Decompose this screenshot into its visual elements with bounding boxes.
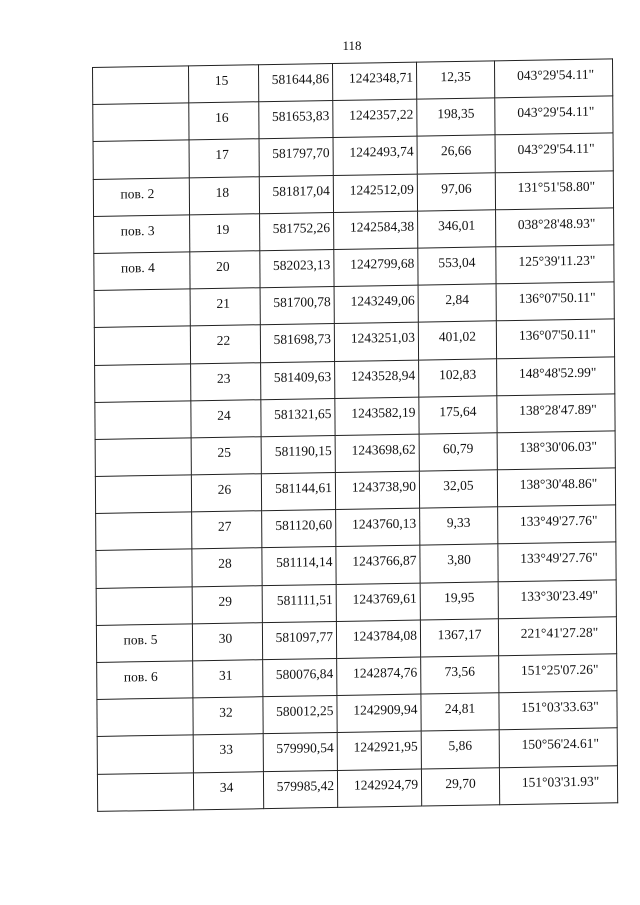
y-coordinate-cell-text: 1242921,95 [353, 738, 418, 756]
azimuth-cell-text: 043°29'54.11" [517, 66, 595, 83]
azimuth-cell-text: 133°49'27.76" [520, 550, 598, 567]
x-coordinate-cell-text: 581698,73 [273, 331, 331, 348]
azimuth-cell [498, 617, 616, 656]
azimuth-cell [498, 542, 616, 581]
coordinates-table [92, 58, 618, 811]
x-coordinate-cell-text: 581111,51 [276, 591, 333, 608]
y-coordinate-cell [334, 322, 418, 361]
distance-cell [420, 507, 498, 545]
distance-cell [420, 544, 498, 582]
turn-label-cell-text [97, 587, 192, 596]
azimuth-cell [499, 728, 617, 767]
point-number-cell-text: 24 [217, 407, 231, 423]
distance-cell [417, 98, 495, 136]
point-number-cell-text: 21 [216, 295, 230, 312]
x-coordinate-cell [263, 696, 337, 734]
turn-label-cell [94, 326, 190, 365]
y-coordinate-cell [336, 620, 420, 659]
distance-cell [421, 767, 499, 805]
x-coordinate-cell [258, 64, 332, 102]
x-coordinate-cell-text: 581653,83 [271, 108, 330, 125]
azimuth-cell-text: 138°28'47.89" [519, 401, 597, 418]
point-number-cell [192, 585, 262, 623]
y-coordinate-cell [336, 546, 420, 585]
turn-label-cell-text [95, 364, 190, 373]
point-number-cell-text: 18 [215, 184, 230, 200]
table-row [97, 765, 617, 811]
distance-cell-text: 401,02 [438, 328, 477, 345]
turn-label-cell-text [98, 773, 193, 782]
y-coordinate-cell-text: 1243784,08 [352, 627, 418, 644]
x-coordinate-cell [259, 175, 333, 213]
turn-label-cell-text: пов. 3 [120, 222, 155, 239]
x-coordinate-cell-text: 581321,65 [274, 405, 332, 422]
azimuth-cell [498, 579, 616, 618]
y-coordinate-cell [337, 694, 421, 733]
y-coordinate-cell [334, 248, 418, 287]
azimuth-cell-text: 133°49'27.76" [519, 512, 598, 530]
distance-cell [417, 172, 495, 210]
turn-label-cell [96, 549, 192, 588]
point-number-cell-text: 27 [217, 518, 232, 535]
y-coordinate-cell-text: 1242493,74 [349, 144, 414, 161]
point-number-cell-text: 20 [216, 258, 230, 274]
point-number-cell [193, 734, 263, 772]
azimuth-cell-text: 043°29'54.11" [517, 141, 595, 158]
distance-cell-text: 346,01 [438, 217, 476, 234]
azimuth-cell-text: 151°25'07.26" [520, 661, 599, 678]
y-coordinate-cell [333, 99, 417, 138]
point-number-cell-text: 25 [217, 444, 232, 460]
azimuth-cell-text: 151°03'31.93" [521, 773, 600, 790]
x-coordinate-cell-text: 581097,77 [275, 628, 334, 645]
x-coordinate-cell-text: 581190,15 [274, 442, 332, 459]
turn-label-cell [94, 289, 190, 328]
distance-cell-text: 29,70 [445, 775, 476, 791]
y-coordinate-cell [337, 657, 421, 696]
x-coordinate-cell-text: 581644,86 [271, 71, 330, 88]
x-coordinate-cell [261, 473, 335, 511]
distance-cell-text: 60,79 [442, 440, 474, 457]
x-coordinate-cell-text: 581144,61 [275, 480, 333, 497]
turn-label-cell-text [96, 513, 191, 522]
y-coordinate-cell [334, 285, 418, 324]
x-coordinate-cell [260, 324, 334, 362]
azimuth-cell [499, 765, 617, 804]
turn-label-cell-text: пов. 2 [120, 185, 155, 202]
turn-label-cell [94, 252, 190, 291]
point-number-cell-text: 30 [218, 630, 233, 646]
distance-cell [418, 210, 496, 248]
y-coordinate-cell-text: 1243582,19 [351, 404, 416, 421]
azimuth-cell [495, 170, 613, 209]
x-coordinate-cell-text: 581114,14 [276, 554, 333, 571]
distance-cell-text: 24,81 [444, 700, 476, 717]
distance-cell-text: 97,06 [441, 180, 472, 196]
distance-cell [418, 247, 496, 285]
distance-cell [418, 284, 496, 322]
point-number-cell [192, 511, 262, 549]
azimuth-cell-text: 136°07'50.11" [518, 289, 596, 307]
x-coordinate-cell-text: 581817,04 [272, 182, 330, 199]
azimuth-cell-text: 136°07'50.11" [518, 326, 596, 344]
turn-label-cell [93, 140, 189, 179]
point-number-cell-text: 29 [218, 593, 233, 609]
table-body [93, 59, 618, 811]
azimuth-cell-text: 043°29'54.11" [517, 103, 595, 121]
turn-label-cell [95, 438, 191, 477]
point-number-cell-text: 23 [216, 370, 231, 386]
turn-label-cell [96, 586, 192, 625]
y-coordinate-cell [335, 434, 419, 473]
azimuth-cell [496, 282, 614, 321]
distance-cell-text: 19,95 [443, 589, 475, 605]
x-coordinate-cell [263, 658, 337, 696]
distance-cell [416, 61, 494, 99]
turn-label-cell-text [96, 475, 191, 484]
x-coordinate-cell-text: 581797,70 [272, 145, 330, 162]
azimuth-cell-text: 133°30'23.49" [520, 587, 599, 604]
turn-label-cell-text [94, 141, 189, 150]
x-coordinate-cell [260, 212, 334, 250]
page-number: 118 [342, 38, 362, 53]
turn-label-cell-text [93, 66, 188, 75]
x-coordinate-cell [262, 547, 336, 585]
distance-cell [419, 358, 497, 396]
distance-cell-text: 26,66 [440, 143, 472, 159]
y-coordinate-cell-text: 1243251,03 [350, 329, 415, 347]
turn-label-cell [95, 475, 191, 514]
azimuth-cell-text: 138°30'48.86" [519, 475, 598, 492]
distance-cell-text: 3,80 [447, 552, 471, 568]
azimuth-cell-text: 151°03'33.63" [521, 698, 599, 716]
turn-label-cell-text [98, 736, 193, 745]
turn-label-cell [97, 772, 193, 811]
x-coordinate-cell [259, 138, 333, 176]
y-coordinate-cell-text: 1243698,62 [351, 441, 416, 458]
x-coordinate-cell [260, 249, 334, 287]
x-coordinate-cell [262, 510, 336, 548]
x-coordinate-cell-text: 581120,60 [275, 517, 333, 534]
point-number-cell-text: 22 [216, 333, 231, 349]
turn-label-cell [97, 735, 193, 774]
distance-cell [417, 135, 495, 173]
point-number-cell [190, 325, 260, 363]
point-number-cell [189, 65, 259, 103]
x-coordinate-cell [260, 287, 334, 325]
y-coordinate-cell [337, 769, 421, 808]
y-coordinate-cell-text: 1243760,13 [352, 515, 417, 532]
azimuth-cell [499, 691, 617, 730]
distance-cell [418, 321, 496, 359]
x-coordinate-cell-text: 580012,25 [276, 703, 334, 720]
y-coordinate-cell-text: 1242357,22 [349, 106, 414, 123]
azimuth-cell [497, 431, 615, 470]
y-coordinate-cell-text: 1242909,94 [353, 701, 418, 718]
point-number-cell-text: 33 [219, 742, 234, 758]
x-coordinate-cell-text: 579990,54 [276, 740, 334, 757]
x-coordinate-cell [263, 733, 337, 771]
distance-cell-text: 2,84 [445, 291, 470, 308]
turn-label-cell-text: пов. 6 [123, 668, 158, 685]
turn-label-cell [93, 177, 189, 216]
x-coordinate-cell [262, 621, 336, 659]
y-coordinate-cell [337, 731, 421, 770]
y-coordinate-cell [336, 508, 420, 547]
point-number-cell [192, 623, 262, 661]
x-coordinate-cell-text: 581409,63 [273, 368, 332, 385]
y-coordinate-cell [335, 471, 419, 510]
turn-label-cell-text: пов. 4 [120, 259, 155, 276]
azimuth-cell-text: 221°41'27.28" [520, 624, 599, 641]
x-coordinate-cell-text: 581700,78 [273, 294, 331, 311]
x-coordinate-cell-text: 581752,26 [272, 219, 331, 236]
point-number-cell-text: 19 [215, 221, 230, 237]
y-coordinate-cell-text: 1242348,71 [348, 69, 414, 86]
distance-cell-text: 12,35 [440, 68, 471, 85]
azimuth-cell-text: 148°48'52.99" [518, 364, 597, 381]
y-coordinate-cell [335, 397, 419, 436]
distance-cell [420, 619, 498, 657]
y-coordinate-cell [332, 62, 416, 101]
x-coordinate-cell-text: 582023,13 [272, 256, 331, 273]
point-number-cell [189, 102, 259, 140]
y-coordinate-cell-text: 1243249,06 [350, 292, 415, 309]
distance-cell [419, 395, 497, 433]
point-number-cell [191, 399, 261, 437]
y-coordinate-cell [333, 174, 417, 213]
distance-cell-text: 175,64 [439, 403, 477, 419]
y-coordinate-cell-text: 1243528,94 [351, 367, 416, 384]
distance-cell-text: 73,56 [444, 663, 475, 680]
distance-cell [420, 581, 498, 619]
azimuth-cell [496, 245, 614, 284]
distance-cell [421, 693, 499, 731]
point-number-cell [193, 697, 263, 735]
point-number-cell [193, 771, 263, 809]
distance-cell-text: 1367,17 [437, 626, 482, 643]
azimuth-cell [497, 468, 615, 507]
point-number-cell-text: 26 [217, 481, 232, 497]
distance-cell [421, 730, 499, 768]
azimuth-cell-text: 125°39'11.23" [518, 252, 596, 269]
point-number-cell [191, 362, 261, 400]
turn-label-cell-text [95, 401, 190, 410]
y-coordinate-cell-text: 1242799,68 [350, 255, 415, 272]
distance-cell-text: 553,04 [438, 254, 476, 271]
turn-label-cell-text [93, 104, 188, 113]
turn-label-cell-text [96, 438, 191, 447]
turn-label-cell [93, 103, 189, 142]
point-number-cell [189, 176, 259, 214]
y-coordinate-cell-text: 1242584,38 [349, 218, 415, 235]
azimuth-cell [499, 654, 617, 693]
y-coordinate-cell-text: 1242924,79 [353, 776, 419, 793]
turn-label-cell [97, 661, 193, 700]
point-number-cell [191, 474, 261, 512]
azimuth-cell-text: 131°51'58.80" [517, 178, 596, 195]
point-number-cell [191, 437, 261, 475]
distance-cell [419, 433, 497, 471]
distance-cell [419, 470, 497, 508]
y-coordinate-cell-text: 1243769,61 [352, 590, 417, 607]
turn-label-cell [95, 363, 191, 402]
point-number-cell [189, 139, 259, 177]
y-coordinate-cell-text: 1242874,76 [353, 664, 418, 681]
y-coordinate-cell-text: 1243738,90 [351, 478, 417, 495]
point-number-cell [192, 548, 262, 586]
distance-cell-text: 9,33 [446, 514, 471, 531]
azimuth-cell [495, 133, 613, 172]
azimuth-cell-text: 138°30'06.03" [519, 438, 597, 455]
x-coordinate-cell-text: 580076,84 [275, 666, 334, 682]
x-coordinate-cell-text: 579985,42 [276, 777, 335, 794]
turn-label-cell-text [96, 550, 191, 559]
distance-cell-text: 198,35 [437, 105, 475, 122]
x-coordinate-cell [261, 361, 335, 399]
coordinates-table-container [92, 58, 617, 811]
azimuth-cell [496, 208, 614, 247]
y-coordinate-cell [335, 360, 419, 399]
turn-label-cell [96, 512, 192, 551]
azimuth-cell-text: 038°28'48.93" [517, 215, 596, 232]
azimuth-cell [498, 505, 616, 544]
x-coordinate-cell [263, 770, 337, 808]
distance-cell [421, 656, 499, 694]
point-number-cell [193, 660, 263, 698]
point-number-cell-text: 32 [219, 704, 233, 721]
point-number-cell-text: 31 [218, 667, 233, 683]
turn-label-cell [97, 698, 193, 737]
distance-cell-text: 102,83 [439, 366, 477, 382]
azimuth-cell [494, 59, 612, 98]
point-number-cell-text: 34 [219, 779, 234, 795]
point-number-cell [190, 288, 260, 326]
point-number-cell-text: 15 [214, 72, 229, 88]
y-coordinate-cell [333, 136, 417, 175]
y-coordinate-cell [334, 211, 418, 250]
turn-label-cell-text: пов. 5 [123, 631, 158, 648]
azimuth-cell [495, 96, 613, 135]
x-coordinate-cell [261, 435, 335, 473]
x-coordinate-cell [262, 584, 336, 622]
azimuth-cell [497, 356, 615, 395]
turn-label-cell [94, 215, 190, 254]
y-coordinate-cell [336, 583, 420, 622]
turn-label-cell [95, 401, 191, 440]
turn-label-cell [93, 66, 189, 105]
y-coordinate-cell-text: 1242512,09 [349, 181, 414, 198]
azimuth-cell-text: 150°56'24.61" [521, 735, 600, 753]
turn-label-cell-text [97, 699, 192, 708]
azimuth-cell [497, 394, 615, 433]
point-number-cell [190, 213, 260, 251]
point-number-cell-text: 16 [215, 109, 229, 126]
turn-label-cell-text [95, 327, 190, 336]
distance-cell-text: 32,05 [443, 477, 474, 494]
turn-label-cell [96, 624, 192, 663]
point-number-cell [190, 251, 260, 289]
x-coordinate-cell [261, 398, 335, 436]
x-coordinate-cell [259, 101, 333, 139]
azimuth-cell [496, 319, 614, 358]
point-number-cell-text: 28 [218, 556, 232, 572]
turn-label-cell-text [95, 290, 190, 299]
distance-cell-text: 5,86 [448, 738, 473, 754]
point-number-cell-text: 17 [215, 147, 229, 163]
y-coordinate-cell-text: 1243766,87 [352, 553, 417, 570]
